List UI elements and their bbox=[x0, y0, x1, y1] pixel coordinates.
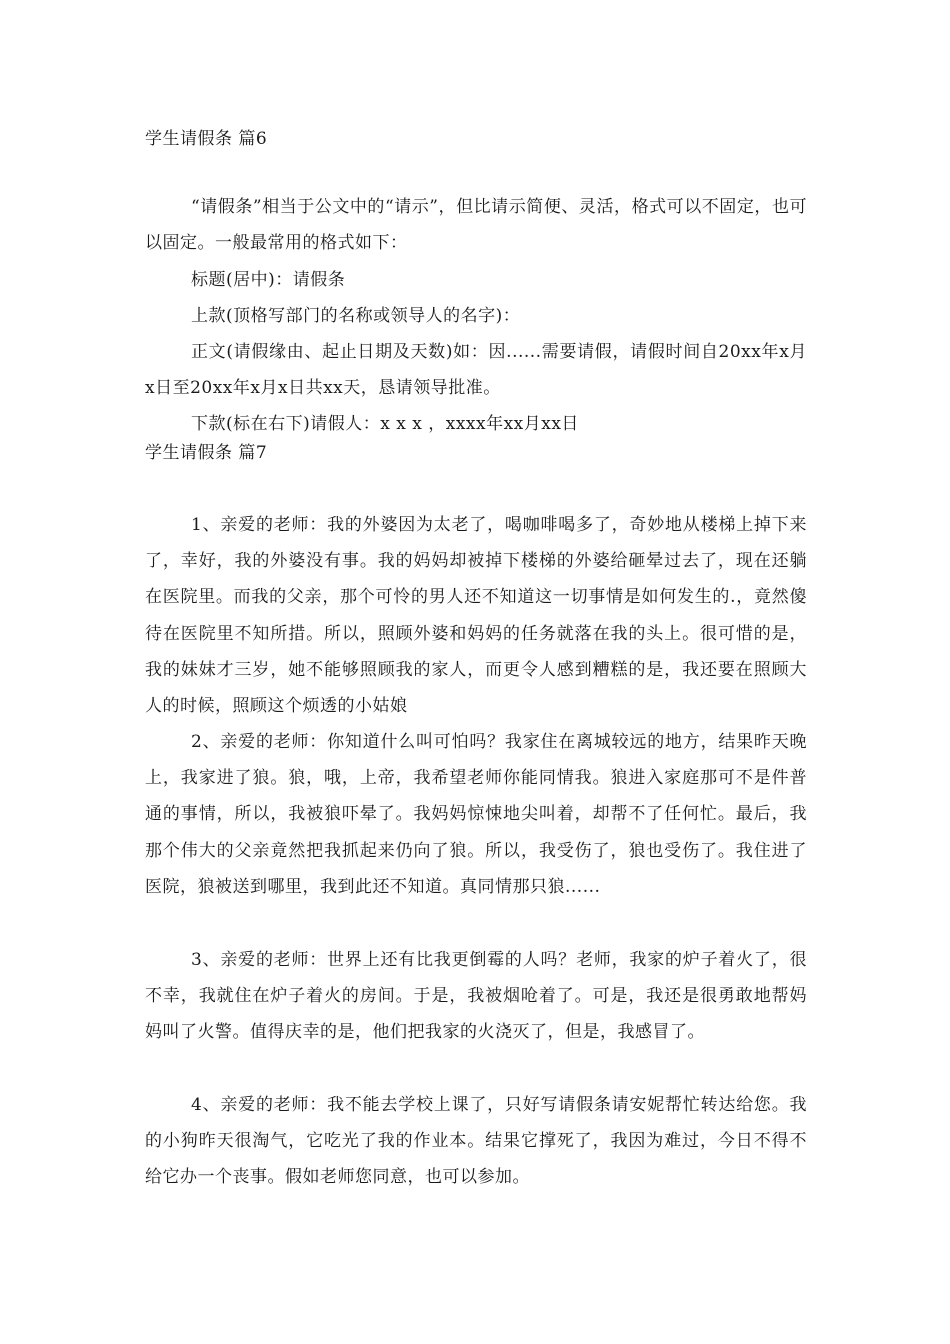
section-7-title: 学生请假条 篇7 bbox=[145, 443, 268, 463]
format-title-line: 标题(居中)：请假条 bbox=[191, 270, 346, 290]
format-recipient-line: 上款(顶格写部门的名称或领导人的名字)： bbox=[191, 306, 521, 326]
section-6-title: 学生请假条 篇6 bbox=[145, 129, 268, 149]
excuse-item-1: 1、亲爱的老师：我的外婆因为太老了，喝咖啡喝多了，奇妙地从楼梯上掉下来了，幸好，我的外婆没有事。我的妈妈却被掉下楼梯的外婆给砸晕过去了，现在还躺在医院里。而我的父亲，那个可怜的男人还不知道这一切事情是如何发生的.，竟然傻待在医院里不知所措。所以，照顾外婆和妈妈的任务就落在我的头上。很可惜的是，我的妹妹才三岁，她不能够照顾我的家人，而更令人感到糟糕的是，我还要在照顾大人的时候，照顾这个烦透的小姑娘 bbox=[145, 515, 807, 717]
excuse-item-3: 3、亲爱的老师：世界上还有比我更倒霉的人吗？老师，我家的炉子着火了，很不幸，我就住在炉子着火的房间。于是，我被烟呛着了。可是，我还是很勇敢地帮妈妈叫了火警。值得庆幸的是，他们把我家的火浇灭了，但是，我感冒了。 bbox=[145, 950, 807, 1043]
format-body-line: 正文(请假缘由、起止日期及天数)如：因......需要请假，请假时间自20xx年x月x日至20xx年x月x日共xx天，恳请领导批准。 bbox=[145, 342, 807, 399]
excuse-item-4: 4、亲爱的老师：我不能去学校上课了，只好写请假条请安妮帮忙转达给您。我的小狗昨天很淘气，它吃光了我的作业本。结果它撑死了，我因为难过，今日不得不给它办一个丧事。假如老师您同意，也可以参加。 bbox=[145, 1095, 807, 1188]
section-6-intro: “请假条”相当于公文中的“请示”，但比请示简便、灵活，格式可以不固定，也可以固定。一般最常用的格式如下： bbox=[145, 197, 807, 254]
excuse-item-2: 2、亲爱的老师：你知道什么叫可怕吗？我家住在离城较远的地方，结果昨天晚上，我家进了狼。狼，哦，上帝，我希望老师你能同情我。狼进入家庭那可不是件普通的事情，所以，我被狼吓晕了。我妈妈惊悚地尖叫着，却帮不了任何忙。最后，我那个伟大的父亲竟然把我抓起来仍向了狼。所以，我受伤了，狼也受伤了。我住进了医院，狼被送到哪里，我到此还不知道。真同情那只狼...... bbox=[145, 732, 807, 897]
format-signature-line: 下款(标在右下)请假人：x x x ，xxxx年xx月xx日 bbox=[191, 414, 579, 434]
